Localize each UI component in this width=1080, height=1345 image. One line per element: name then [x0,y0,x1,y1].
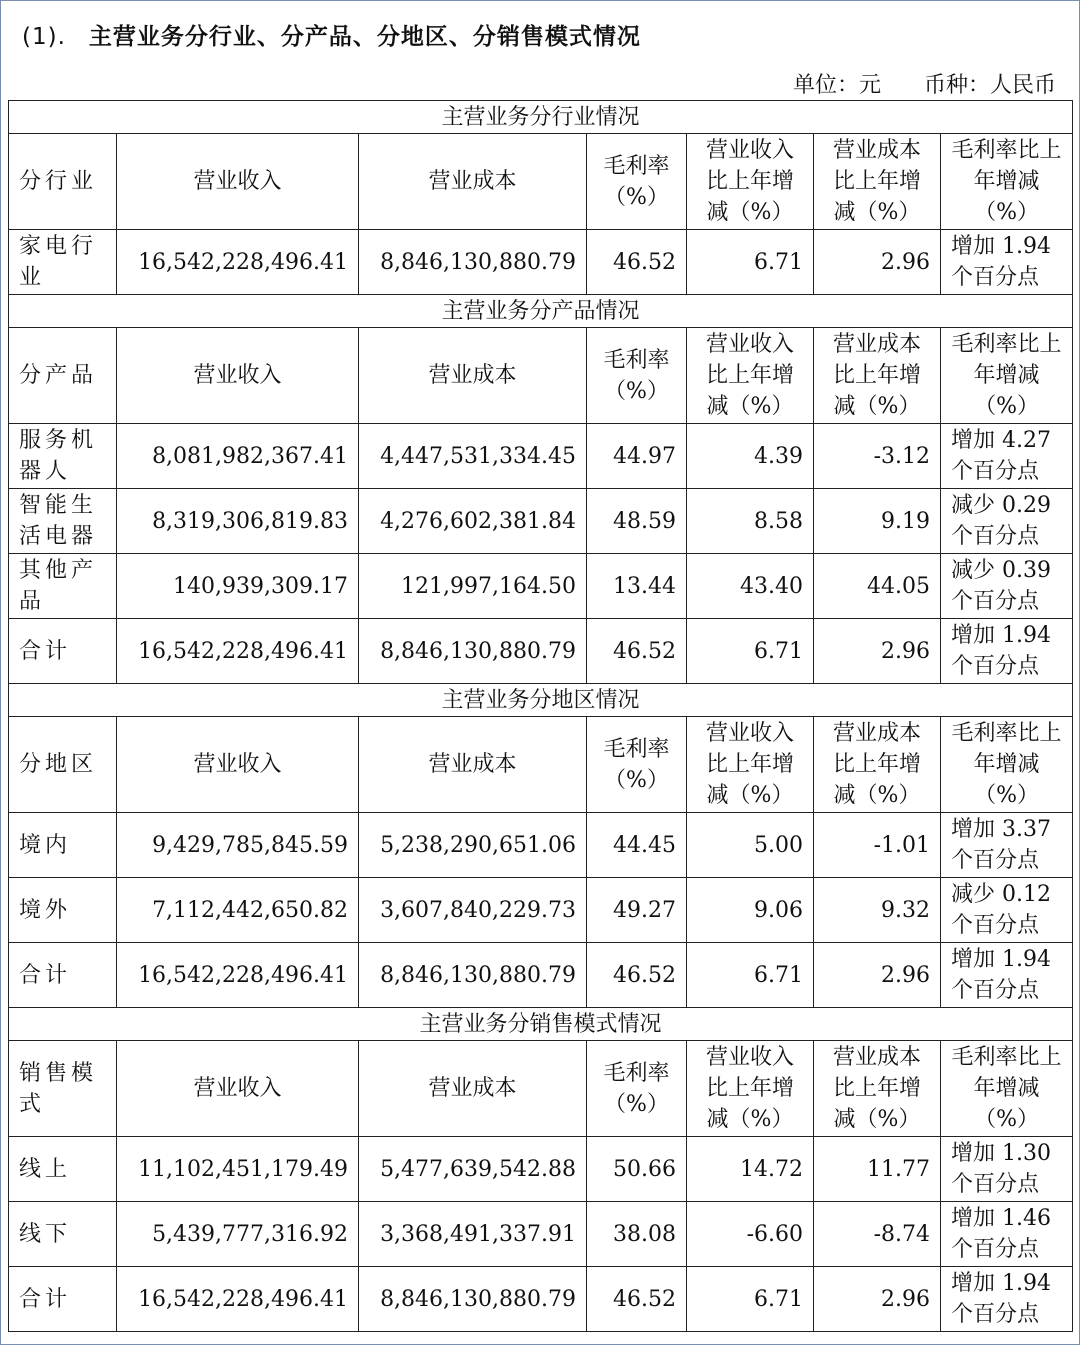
header-margin-change: 毛利率比上年增减（%） [941,717,1073,813]
cell-cost-change: 2.96 [814,619,941,684]
cell-revenue-change: 14.72 [687,1137,814,1202]
header-category: 分行业 [9,134,117,230]
header-revenue: 营业收入 [117,134,359,230]
cell-revenue-change: 4.39 [687,424,814,489]
cell-revenue-change: 8.58 [687,489,814,554]
column-header-row [9,328,1073,424]
row-label: 合计 [9,619,117,684]
cell-margin: 38.08 [587,1202,687,1267]
row-label: 合计 [9,1267,117,1332]
cell-margin-change: 增加 1.94 个百分点 [941,619,1073,684]
cell-cost-change: 11.77 [814,1137,941,1202]
cell-revenue: 16,542,228,496.41 [117,230,359,295]
heading-title: 主营业务分行业、分产品、分地区、分销售模式情况 [88,24,641,50]
cell-revenue-change: 6.71 [687,619,814,684]
section-title: 主营业务分销售模式情况 [9,1008,1073,1041]
cell-margin-change: 增加 4.27 个百分点 [941,424,1073,489]
cell-cost-change: 2.96 [814,943,941,1008]
table-row [9,878,1073,943]
cell-margin-change: 减少 0.29 个百分点 [941,489,1073,554]
cell-cost-change: 44.05 [814,554,941,619]
table-row [9,424,1073,489]
cell-revenue: 16,542,228,496.41 [117,1267,359,1332]
cell-margin: 46.52 [587,619,687,684]
cell-margin: 44.97 [587,424,687,489]
unit-currency-line [793,68,1056,99]
table-body [9,101,1073,1332]
section-title: 主营业务分地区情况 [9,684,1073,717]
header-category: 分地区 [9,717,117,813]
cell-revenue: 7,112,442,650.82 [117,878,359,943]
row-label: 智能生活电器 [9,489,117,554]
header-cost-change: 营业成本比上年增减（%） [814,1041,941,1137]
cell-cost: 5,477,639,542.88 [359,1137,587,1202]
header-category: 销售模式 [9,1041,117,1137]
row-label: 线下 [9,1202,117,1267]
cell-revenue: 8,319,306,819.83 [117,489,359,554]
section-title: 主营业务分行业情况 [9,101,1073,134]
table-row [9,1137,1073,1202]
cell-revenue: 16,542,228,496.41 [117,943,359,1008]
header-revenue-change: 营业收入比上年增减（%） [687,134,814,230]
cell-margin-change: 增加 1.94 个百分点 [941,230,1073,295]
cell-cost-change: 9.19 [814,489,941,554]
row-label: 家电行业 [9,230,117,295]
header-revenue: 营业收入 [117,328,359,424]
column-header-row [9,717,1073,813]
row-label: 服务机器人 [9,424,117,489]
cell-cost: 8,846,130,880.79 [359,943,587,1008]
row-label: 合计 [9,943,117,1008]
cell-margin: 44.45 [587,813,687,878]
cell-cost: 8,846,130,880.79 [359,230,587,295]
table-row [9,1202,1073,1267]
unit-label: 单位：元 [792,73,881,98]
cell-revenue: 8,081,982,367.41 [117,424,359,489]
cell-margin-change: 增加 1.94 个百分点 [941,1267,1073,1332]
header-margin: 毛利率（%） [587,328,687,424]
cell-cost: 121,997,164.50 [359,554,587,619]
cell-cost-change: 2.96 [814,1267,941,1332]
cell-revenue-change: 6.71 [687,1267,814,1332]
row-label: 其他产品 [9,554,117,619]
section-title-row [9,684,1073,717]
cell-cost-change: -3.12 [814,424,941,489]
section-title-row [9,101,1073,134]
cell-cost: 4,447,531,334.45 [359,424,587,489]
cell-revenue: 11,102,451,179.49 [117,1137,359,1202]
table-row [9,1267,1073,1332]
header-margin: 毛利率（%） [587,134,687,230]
cell-margin: 46.52 [587,1267,687,1332]
header-cost: 营业成本 [359,328,587,424]
header-revenue-change: 营业收入比上年增减（%） [687,1041,814,1137]
header-cost-change: 营业成本比上年增减（%） [814,134,941,230]
table-row [9,943,1073,1008]
cell-cost-change: -1.01 [814,813,941,878]
cell-cost: 3,607,840,229.73 [359,878,587,943]
header-revenue-change: 营业收入比上年增减（%） [687,717,814,813]
header-margin: 毛利率（%） [587,717,687,813]
cell-margin: 13.44 [587,554,687,619]
row-label: 境内 [9,813,117,878]
header-cost: 营业成本 [359,1041,587,1137]
header-revenue-change: 营业收入比上年增减（%） [687,328,814,424]
row-label: 境外 [9,878,117,943]
cell-cost: 5,238,290,651.06 [359,813,587,878]
cell-margin: 46.52 [587,943,687,1008]
cell-margin-change: 增加 1.94 个百分点 [941,943,1073,1008]
table-row [9,813,1073,878]
header-category: 分产品 [9,328,117,424]
cell-margin-change: 增加 1.30 个百分点 [941,1137,1073,1202]
cell-margin-change: 增加 3.37 个百分点 [941,813,1073,878]
business-breakdown-table [8,100,1073,1332]
column-header-row [9,134,1073,230]
header-margin-change: 毛利率比上年增减（%） [941,134,1073,230]
cell-margin-change: 增加 1.46 个百分点 [941,1202,1073,1267]
section-heading [22,18,641,51]
cell-revenue-change: 6.71 [687,230,814,295]
cell-cost: 3,368,491,337.91 [359,1202,587,1267]
header-margin-change: 毛利率比上年增减（%） [941,1041,1073,1137]
cell-margin: 49.27 [587,878,687,943]
section-title-row [9,1008,1073,1041]
currency-label: 币种：人民币 [923,73,1056,98]
section-title: 主营业务分产品情况 [9,295,1073,328]
header-cost-change: 营业成本比上年增减（%） [814,717,941,813]
header-margin-change: 毛利率比上年增减（%） [941,328,1073,424]
cell-cost-change: 9.32 [814,878,941,943]
header-cost-change: 营业成本比上年增减（%） [814,328,941,424]
header-revenue: 营业收入 [117,717,359,813]
cell-cost: 8,846,130,880.79 [359,619,587,684]
cell-revenue-change: 6.71 [687,943,814,1008]
cell-margin-change: 减少 0.39 个百分点 [941,554,1073,619]
cell-cost-change: -8.74 [814,1202,941,1267]
table-row [9,230,1073,295]
cell-cost: 4,276,602,381.84 [359,489,587,554]
column-header-row [9,1041,1073,1137]
header-margin: 毛利率（%） [587,1041,687,1137]
cell-revenue: 9,429,785,845.59 [117,813,359,878]
cell-revenue-change: -6.60 [687,1202,814,1267]
table-row [9,619,1073,684]
heading-number: (1). [22,24,66,50]
cell-revenue-change: 43.40 [687,554,814,619]
section-title-row [9,295,1073,328]
cell-margin: 50.66 [587,1137,687,1202]
cell-revenue: 16,542,228,496.41 [117,619,359,684]
cell-margin: 46.52 [587,230,687,295]
cell-revenue: 5,439,777,316.92 [117,1202,359,1267]
cell-cost: 8,846,130,880.79 [359,1267,587,1332]
cell-cost-change: 2.96 [814,230,941,295]
table-row [9,554,1073,619]
row-label: 线上 [9,1137,117,1202]
cell-revenue-change: 9.06 [687,878,814,943]
header-cost: 营业成本 [359,134,587,230]
cell-margin: 48.59 [587,489,687,554]
header-revenue: 营业收入 [117,1041,359,1137]
cell-revenue-change: 5.00 [687,813,814,878]
cell-margin-change: 减少 0.12 个百分点 [941,878,1073,943]
table-row [9,489,1073,554]
header-cost: 营业成本 [359,717,587,813]
cell-revenue: 140,939,309.17 [117,554,359,619]
